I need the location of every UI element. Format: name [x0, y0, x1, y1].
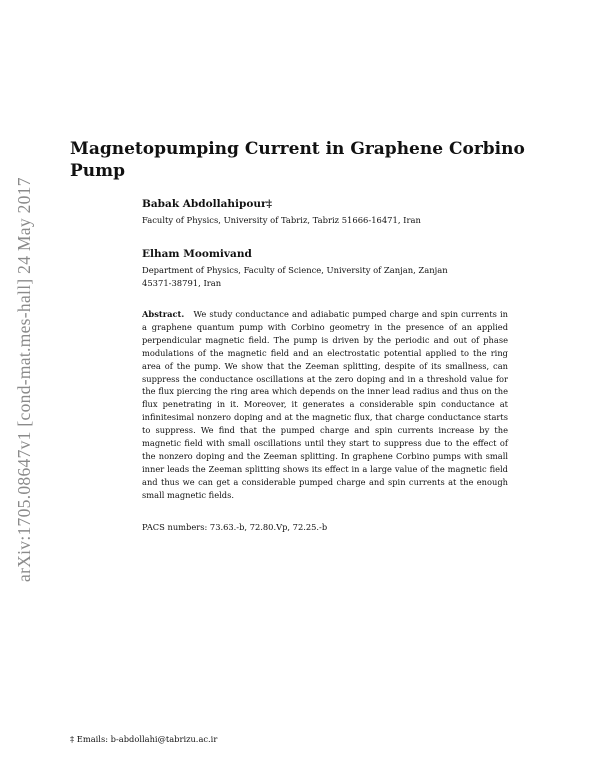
abstract-label: Abstract.	[142, 309, 185, 319]
arxiv-identifier-stamp: arXiv:1705.08647v1 [cond-mat.mes-hall] 24 May 2017	[14, 177, 34, 582]
email-footnote: ‡ Emails: b-abdollahi@tabrizu.ac.ir	[70, 734, 218, 744]
abstract	[142, 308, 508, 502]
author-affiliation-2-line2: 45371-38791, Iran	[142, 278, 222, 288]
abstract-text: We study conductance and adiabatic pumped charge and spin currents in a graphene quantum pump with Corbino geometry in the presence of an applied perpendicular magnetic field. The pump is driven by the periodic and out of phase modulations of the magnetic field and an electrostatic potential applied to the ring area of the pump. We show that the Zeeman splitting, despite of its smallness, can suppress the conductance oscillations at the zero doping and in a threshold value for the flux piercing the ring area which depends on the inner lead radius and thus on the flux penetrating in it. Moreover, it generates a considerable spin conductance at infinitesimal nonzero doping and at the magnetic flux, that charge conductance starts to suppress. We find that the pumped charge and spin currents increase by the magnetic field with small oscillations until they start to suppress due to the effect of the nonzero doping and the Zeeman splitting. In graphene Corbino pumps with small inner leads the Zeeman splitting shows its effect in a large value of the magnetic field and thus we can get a considerable pumped charge and spin currents at the enough small magnetic fields.	[142, 309, 509, 500]
author-affiliation-2-line1: Department of Physics, Faculty of Science, University of Zanjan, Zanjan	[142, 265, 448, 275]
paper-title: Magnetopumping Current in Graphene Corbino Pump	[70, 139, 525, 181]
pacs-numbers: PACS numbers: 73.63.-b, 72.80.Vp, 72.25.-b	[142, 522, 328, 532]
author-name-1: Babak Abdollahipour‡	[142, 198, 272, 210]
author-affiliation-1: Faculty of Physics, University of Tabriz, Tabriz 51666-16471, Iran	[142, 215, 421, 225]
author-name-2: Elham Moomivand	[142, 248, 252, 260]
